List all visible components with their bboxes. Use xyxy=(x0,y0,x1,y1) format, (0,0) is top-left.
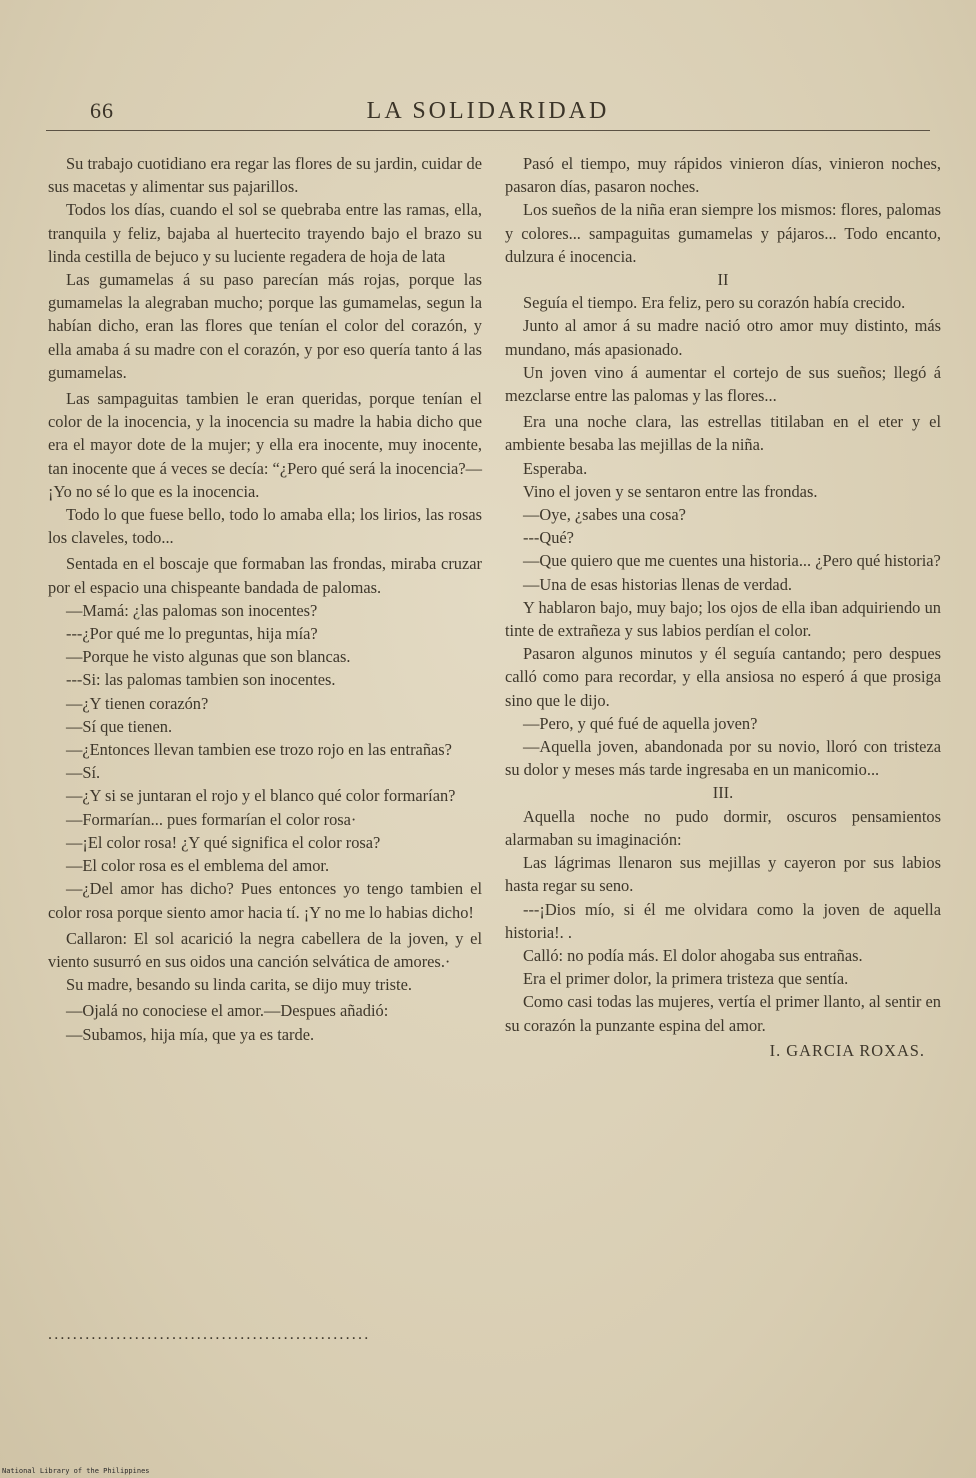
dialogue-line: —Sí que tienen. xyxy=(66,716,173,736)
dialogue-line: —Formarían... pues formarían el color rosa· xyxy=(66,809,357,829)
dotted-separator: .................................................... xyxy=(48,1326,371,1343)
dialogue-line: —Mamá: ¿las palomas son inocentes? xyxy=(66,600,318,620)
paragraph: Las gumamelas á su paso parecían más rojas, porque las gumamelas la alegraban mucho; porque las gumamelas, segun la habían dicho, eran las flores que tenían el color del corazón, y ella amaba á su madre con el corazón, y por eso quería tanto á las gumamelas. xyxy=(48,270,482,382)
dialogue-line: —Porque he visto algunas que son blancas. xyxy=(66,647,351,667)
paragraph: Esperaba. xyxy=(523,458,588,478)
paragraph: Todo lo que fuese bello, todo lo amaba ella; los lirios, las rosas los claveles, todo... xyxy=(48,505,482,548)
library-credit: National Library of the Philippines xyxy=(2,1467,150,1475)
paragraph: Junto al amor á su madre nació otro amor muy distinto, más mundano, más apasionado. xyxy=(505,316,941,359)
paragraph: Un joven vino á aumentar el cortejo de sus sueños; llegó á mezclarse entre las palomas y las flores... xyxy=(505,362,941,406)
paragraph: Sentada en el boscaje que formaban las frondas, miraba cruzar por el espacio una chispeante bandada de palomas. xyxy=(48,554,482,597)
paragraph: Pasó el tiempo, muy rápidos vinieron días, vinieron noches, pasaron días, pasaron noches. xyxy=(505,154,941,197)
paragraph: Las sampaguitas tambien le eran queridas, porque tenían el color de la inocencia, y la inocencia su madre la habia dicho que era el mayor dote de la mujer; y ella era inocente, muy inocente, tan inocente que á veces se decía: “¿Pero qué será la inocencia?—¡Yo no sé lo que es la inocencia. xyxy=(48,389,482,501)
paragraph: Y hablaron bajo, muy bajo; los ojos de ella iban adquiriendo un tinte de extrañeza y sus labios perdían el color. xyxy=(505,597,941,641)
dialogue-line: —Pero, y qué fué de aquella joven? xyxy=(523,713,758,733)
journal-title: LA SOLIDARIDAD xyxy=(366,98,610,124)
dialogue-line: —Sí. xyxy=(66,763,101,783)
dialogue-line: —¿Y si se juntaran el rojo y el blanco qué color formarían? xyxy=(66,786,456,806)
paragraph: Callaron: El sol acarició la negra cabellera de la joven, y el viento susurró en sus oidos una canción selvática de amores.· xyxy=(48,928,482,971)
page-number: 66 xyxy=(90,98,114,123)
left-column xyxy=(48,152,482,1046)
paragraph: Pasaron algunos minutos y él seguía cantando; pero despues calló como para recordar, y ella ansiosa no esperó á que prosiga sino que le dijo. xyxy=(505,644,941,710)
dialogue-line: —Oye, ¿sabes una cosa? xyxy=(523,505,686,525)
dialogue-line: —Ojalá no conociese el amor.—Despues añadió: xyxy=(66,1001,389,1021)
section-heading-iii: III. xyxy=(712,783,734,803)
paragraph: Las lágrimas llenaron sus mejillas y cayeron por sus labios hasta regar su seno. xyxy=(505,853,941,896)
dialogue-line: —¿Entonces llevan tambien ese trozo rojo en las entrañas? xyxy=(66,740,452,760)
paragraph: Era una noche clara, las estrellas titilaban en el eter y el ambiente besaba las mejillas de la niña. xyxy=(505,412,941,455)
dialogue-line: —Que quiero que me cuentes una historia... ¿Pero qué historia? xyxy=(523,551,941,571)
paragraph: Era el primer dolor, la primera tristeza que sentía. xyxy=(523,969,849,989)
dialogue-line: —Aquella joven, abandonada por su novio, lloró con tristeza su dolor y meses más tarde ingresaba en un manicomio... xyxy=(505,737,941,780)
dialogue-line: ---Qué? xyxy=(523,528,574,548)
author-signature: I. GARCIA ROXAS. xyxy=(769,1040,925,1060)
paragraph: Su trabajo cuotidiano era regar las flores de su jardin, cuidar de sus macetas y alimentar sus pajarillos. xyxy=(48,154,482,197)
page-header xyxy=(46,98,930,131)
dialogue-line: ---¿Por qué me lo preguntas, hija mía? xyxy=(66,624,318,644)
paragraph: Vino el joven y se sentaron entre las frondas. xyxy=(523,481,818,501)
dialogue-line: —Subamos, hija mía, que ya es tarde. xyxy=(66,1024,315,1044)
section-heading-ii: II xyxy=(717,270,729,290)
paragraph: Como casi todas las mujeres, vertía el primer llanto, al sentir en su corazón la punzante espina del amor. xyxy=(505,992,941,1035)
paragraph: Seguía el tiempo. Era feliz, pero su corazón había crecido. xyxy=(523,293,906,313)
dialogue-line: —Una de esas historias llenas de verdad. xyxy=(523,574,792,594)
paragraph: Su madre, besando su linda carita, se dijo muy triste. xyxy=(66,975,412,995)
dialogue-line: ---Si: las palomas tambien son inocentes. xyxy=(66,670,336,690)
dialogue-line: —¡El color rosa! ¿Y qué significa el color rosa? xyxy=(66,832,381,852)
paragraph: Calló: no podía más. El dolor ahogaba sus entrañas. xyxy=(523,945,863,965)
paragraph: Los sueños de la niña eran siempre los mismos: flores, palomas y colores... sampaguitas gumamelas y pájaros... Todo encanto, dulzura é inocencia. xyxy=(505,200,941,266)
dialogue-line: —¿Y tienen corazón? xyxy=(66,693,209,713)
right-column xyxy=(505,152,941,1062)
dialogue-line: —¿Del amor has dicho? Pues entonces yo tengo tambien el color rosa porque siento amor hacia tí. ¡Y no me lo habias dicho! xyxy=(48,879,482,922)
paragraph: Todos los días, cuando el sol se quebraba entre las ramas, ella, tranquila y feliz, bajaba al huertecito trayendo bajo el brazo su linda cestilla de bejuco y su luciente regadera de hoja de lata xyxy=(48,200,482,266)
dialogue-line: —El color rosa es el emblema del amor. xyxy=(66,856,330,876)
paragraph: Aquella noche no pudo dormir, oscuros pensamientos alarmaban su imaginación: xyxy=(505,806,941,849)
dialogue-line: ---¡Dios mío, si él me olvidara como la joven de aquella historia!. . xyxy=(505,899,941,942)
